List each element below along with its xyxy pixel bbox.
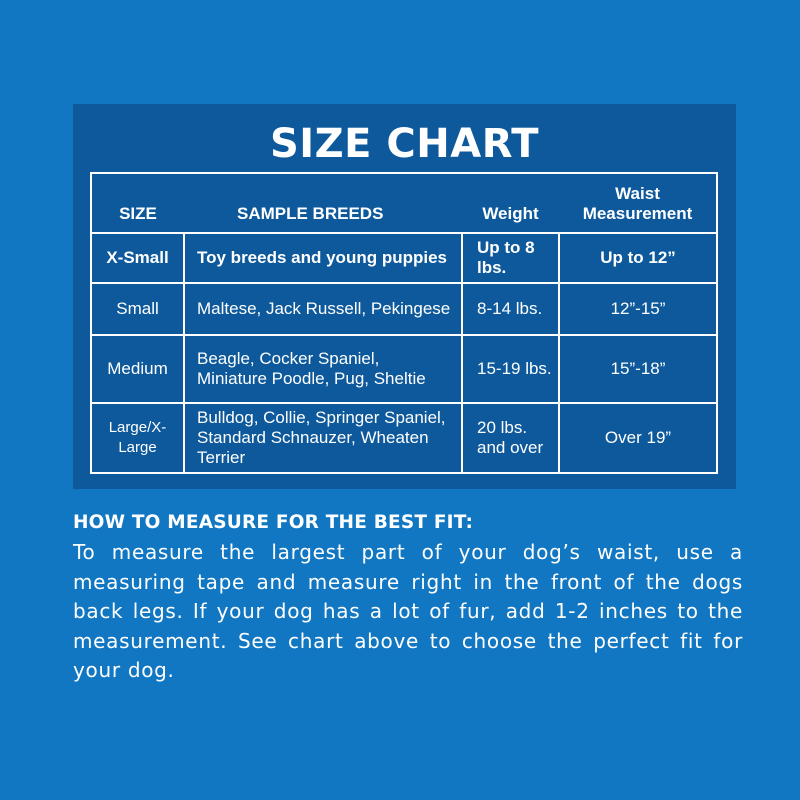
cell-size: Medium: [91, 335, 184, 403]
size-chart-title: SIZE CHART: [269, 121, 540, 167]
cell-breeds: Toy breeds and young puppies: [184, 233, 462, 283]
cell-weight: 8-14 lbs.: [462, 283, 559, 335]
cell-weight: Up to 8 lbs.: [462, 233, 559, 283]
cell-waist: 15”-18”: [559, 335, 717, 403]
table-header-row: [91, 173, 717, 233]
cell-size: X-Small: [91, 233, 184, 283]
size-chart-table: [90, 172, 718, 474]
cell-weight: [462, 403, 559, 473]
measure-body-text: To measure the largest part of your dog’s waist, use a measuring tape and measure right in the front of the dogs back legs. If your dog has a lot of fur, add 1-2 inches to the measurement. See chart above to choose the perfect fit for your dog.: [73, 540, 743, 682]
table-row-x-small: [91, 233, 717, 283]
breeds-line1: Beagle, Cocker Spaniel,: [197, 349, 380, 368]
cell-breeds: [184, 403, 462, 473]
breeds-line2: Standard Schnauzer, Wheaten Terrier: [197, 428, 429, 467]
cell-breeds: Maltese, Jack Russell, Pekingese: [184, 283, 462, 335]
cell-size: Small: [91, 283, 184, 335]
header-size: SIZE: [119, 204, 157, 223]
cell-weight: 15-19 lbs.: [462, 335, 559, 403]
cell-waist: Up to 12”: [559, 233, 717, 283]
measure-instructions: [73, 510, 743, 686]
header-waist-measurement: [559, 173, 717, 233]
measure-heading: HOW TO MEASURE FOR THE BEST FIT:: [73, 512, 474, 533]
table-row-small: [91, 283, 717, 335]
weight-line1: 20 lbs.: [477, 418, 528, 437]
weight-line2: and over: [477, 438, 544, 457]
breeds-line1: Bulldog, Collie, Springer Spaniel,: [197, 408, 446, 427]
table-row-large-x-large: [91, 403, 717, 473]
cell-breeds: [184, 335, 462, 403]
cell-size: Large/X-Large: [91, 403, 184, 473]
cell-waist: 12”-15”: [559, 283, 717, 335]
table-row-medium: [91, 335, 717, 403]
header-waist-line2: Measurement: [582, 204, 693, 223]
header-sample-breeds: SAMPLE BREEDS: [237, 204, 384, 223]
header-waist-line1: Waist: [615, 184, 660, 203]
cell-waist: Over 19”: [559, 403, 717, 473]
size-chart-panel: [73, 104, 736, 489]
header-weight: Weight: [482, 204, 539, 223]
breeds-line2: Miniature Poodle, Pug, Sheltie: [197, 369, 426, 388]
